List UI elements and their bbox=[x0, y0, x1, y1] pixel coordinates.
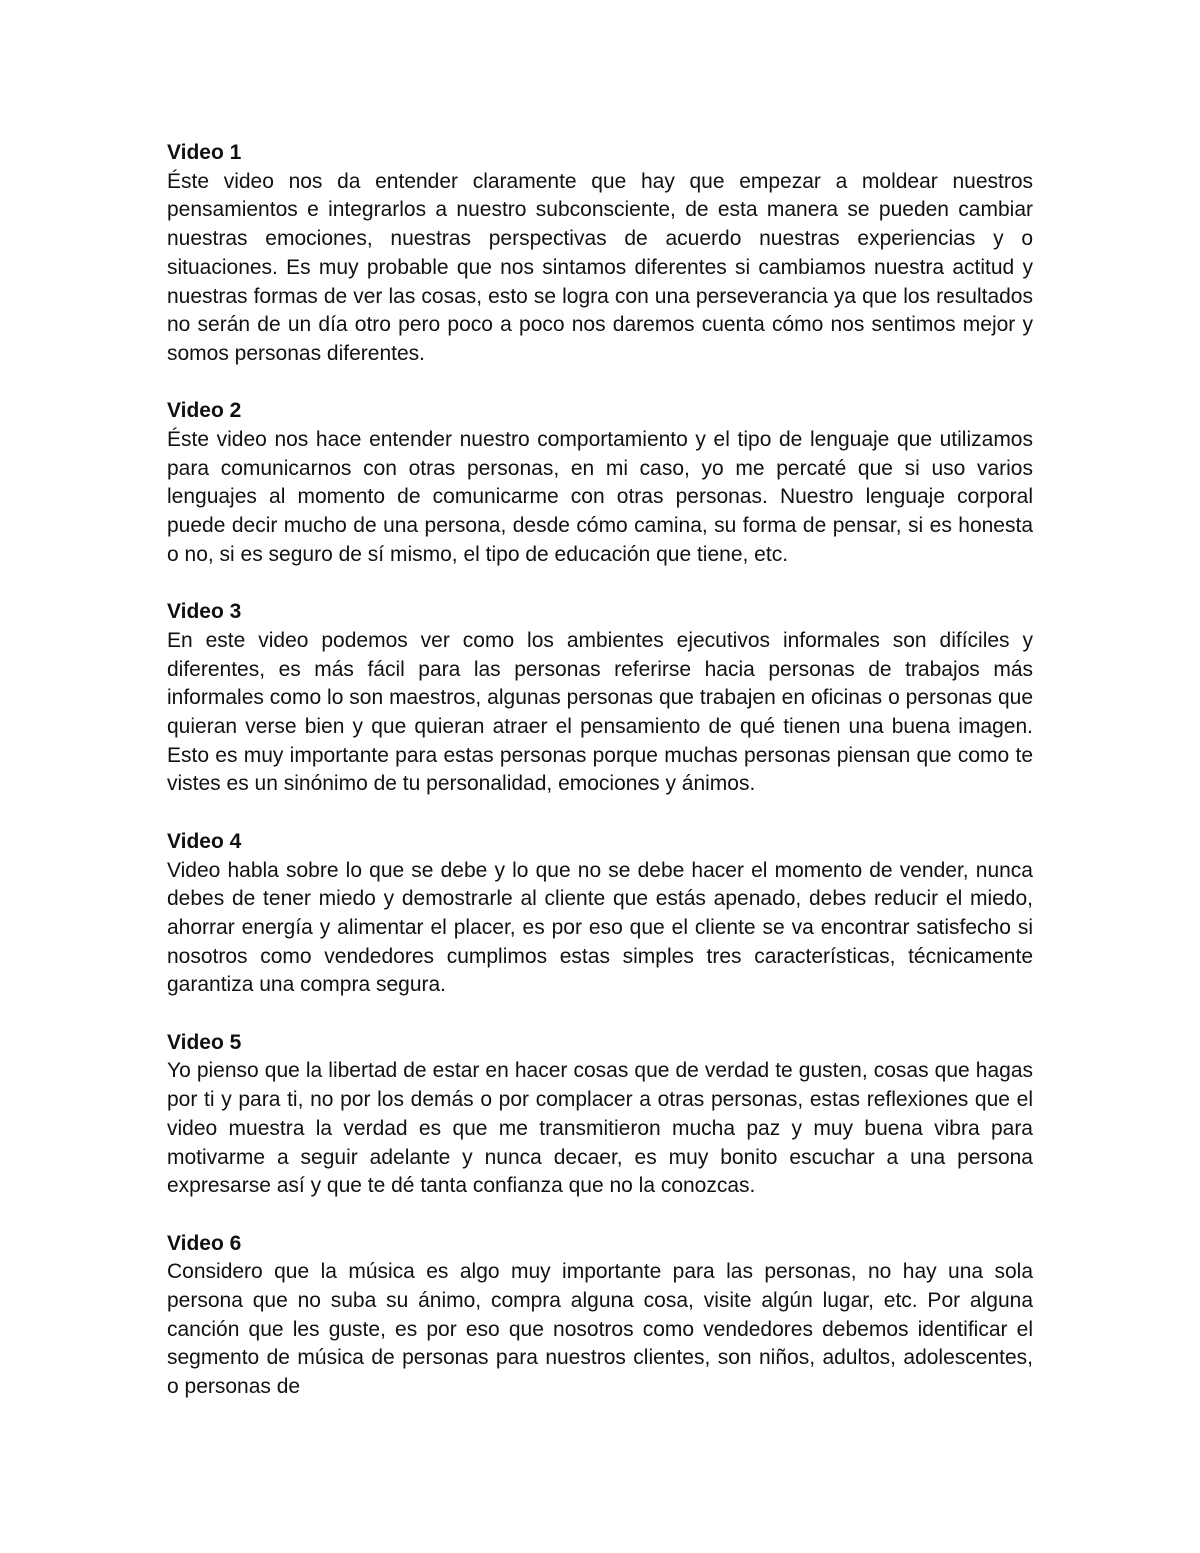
video-2-section bbox=[167, 397, 1033, 569]
video-3-title: Video 3 bbox=[167, 600, 242, 624]
video-6-text: Considero que la música es algo muy importante para las personas, no hay una sola persona que no suba su ánimo, compra alguna cosa, visite algún lugar, etc. Por alguna canción que les guste, es por eso que nosotros como vendedores debemos identificar el segmento de música de personas para nuestros clientes, son niños, adultos, adolescentes, o personas de bbox=[167, 1260, 1033, 1399]
video-2-text: Éste video nos hace entender nuestro comportamiento y el tipo de lenguaje que utilizamos para comunicarnos con otras personas, en mi caso, yo me percaté que si uso varios lenguajes al momento de comunicarme con otras personas. Nuestro lenguaje corporal puede decir mucho de una persona, desde cómo camina, su forma de pensar, si es honesta o no, si es seguro de sí mismo, el tipo de educación que tiene, etc. bbox=[167, 428, 1033, 566]
video-5-section bbox=[167, 1029, 1033, 1201]
video-1-text: Éste video nos da entender claramente que hay que empezar a moldear nuestros pensamientos e integrarlos a nuestro subconsciente, de esta manera se pueden cambiar nuestras emociones, nuestras perspectivas de acuerdo nuestras experiencias y o situaciones. Es muy probable que nos sintamos diferentes si cambiamos nuestra actitud y nuestras formas de ver las cosas, esto se logra con una perseverancia ya que los resultados no serán de un día otro pero poco a poco nos daremos cuenta cómo nos sentimos mejor y somos personas diferentes. bbox=[167, 169, 1033, 365]
video-1-title: Video 1 bbox=[167, 141, 242, 164]
document-page bbox=[167, 139, 1033, 1431]
video-6-section bbox=[167, 1230, 1033, 1402]
video-4-section bbox=[167, 828, 1033, 1000]
video-4-title: Video 4 bbox=[167, 829, 242, 853]
video-6-title: Video 6 bbox=[167, 1231, 242, 1255]
video-4-text: Video habla sobre lo que se debe y lo que no se debe hacer el momento de vender, nunca debes de tener miedo y demostrarle al cliente que estás apenado, debes reducir el miedo, ahorrar energía y alimentar el placer, es por eso que el cliente se va encontrar satisfecho si nosotros como vendedores cumplimos estas simples tres características, técnicamente garantiza una compra segura. bbox=[167, 858, 1033, 997]
video-5-title: Video 5 bbox=[167, 1030, 242, 1054]
video-3-section bbox=[167, 598, 1033, 799]
video-1-section bbox=[167, 139, 1033, 369]
video-3-text: En este video podemos ver como los ambientes ejecutivos informales son difíciles y diferentes, es más fácil para las personas referirse hacia personas de trabajos más informales como lo son maestros, algunas personas que trabajen en oficinas o personas que quieran verse bien y que quieran atraer el pensamiento de qué tienen una buena imagen. Esto es muy importante para estas personas porque muchas personas piensan que como te vistes es un sinónimo de tu personalidad, emociones y ánimos. bbox=[167, 628, 1033, 796]
video-2-title: Video 2 bbox=[167, 399, 242, 423]
video-5-text: Yo pienso que la libertad de estar en hacer cosas que de verdad te gusten, cosas que hagas por ti y para ti, no por los demás o por complacer a otras personas, estas reflexiones que el video muestra la verdad es que me transmitieron mucha paz y muy buena vibra para motivarme a seguir adelante y nunca decaer, es muy bonito escuchar a una persona expresarse así y que te dé tanta confianza que no la conozcas. bbox=[167, 1059, 1033, 1198]
